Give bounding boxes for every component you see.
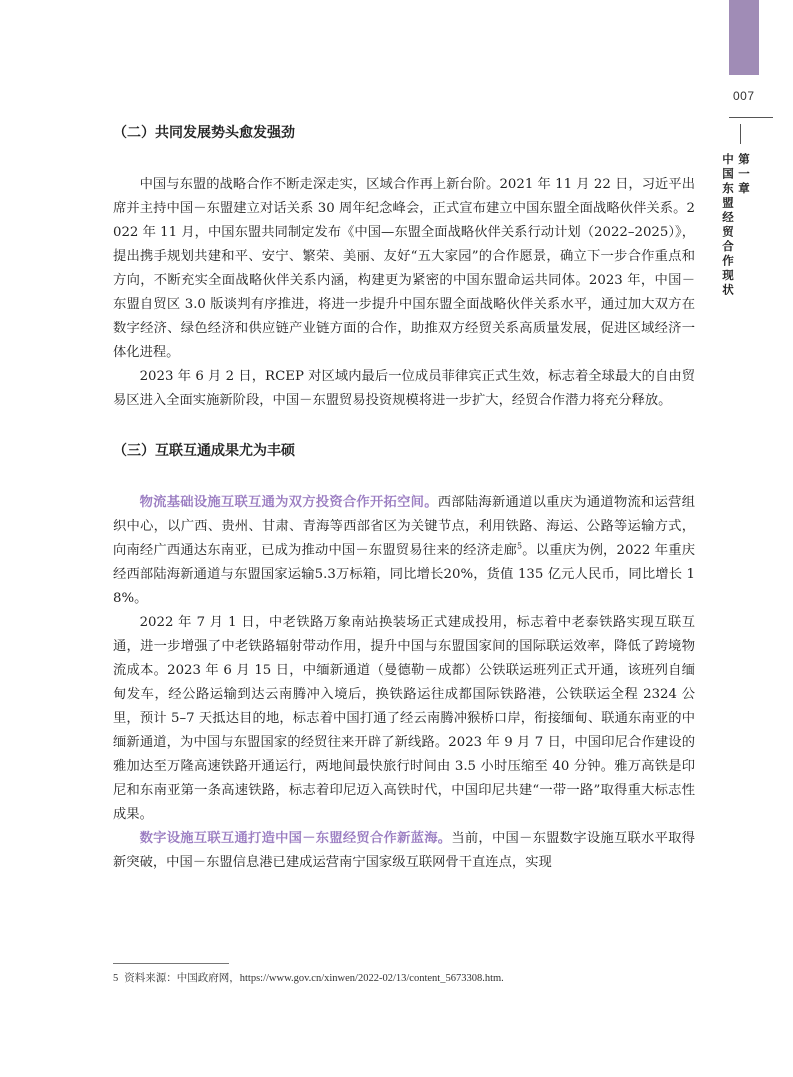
paragraph-text: 西部陆海新通道以重庆为通道物流和运营组织中心，以广西、贵州、甘肃、青海等西部省区为关键节点，利用铁路、海运、公路等运输方式，向南经广西通达东南亚，已成为推动中国－东盟贸易往来的经济走廊 (113, 495, 696, 558)
footnote-reference[interactable]: 5 (517, 541, 523, 551)
footnote-rule (113, 963, 229, 964)
paragraph-text: 当前，中国－东盟数字设施互联水平取得新突破，中国－东盟信息港已建成运营南宁国家级互联网骨干直连点，实现 (113, 831, 696, 870)
footnote (113, 971, 713, 987)
paragraph-text: 。以重庆为例，2022 年重庆经西部陆海新通道与东盟国家运输5.3万标箱，同比增长20%，货值 135 亿元人民币，同比增长 18%。 (113, 543, 695, 606)
section-heading-2: （二）共同发展势头愈发强劲 (113, 125, 295, 141)
spacer (113, 153, 695, 173)
paragraph: 中国与东盟的战略合作不断走深走实，区域合作再上新台阶。2021 年 11 月 22 日，习近平出席并主持中国－东盟建立对话关系 30 周年纪念峰会，正式宣布建立中国东盟全面战略伙伴关系。2022 年 11 月，中国东盟共同制定发布《中国—东盟全面战略伙伴关系行动计划（2022–2025）》，提出携手规划共建和平、安宁、繁荣、美丽、友好“五大家园”的合作愿景，确立下一步合作重点和方向，不断充实全面战略伙伴关系内涵，构建更为紧密的中国东盟命运共同体。2023 年，中国－东盟自贸区 3.0 版谈判有序推进，将进一步提升中国东盟全面战略伙伴关系水平，通过加大双方在数字经济、绿色经济和供应链产业链方面的合作，助推双方经贸关系高质量发展，促进区域经济一体化进程。 (113, 177, 695, 360)
section-heading-3: （三）互联互通成果尤为丰硕 (113, 443, 295, 459)
paragraph (113, 827, 695, 875)
chapter-color-tab (729, 0, 759, 75)
spacer (113, 471, 695, 491)
footnote-number: 5 (113, 973, 119, 984)
footnote-text: 资料来源：中国政府网，https://www.gov.cn/xinwen/2022-02/13/content_5673308.htm. (124, 973, 504, 984)
spacer (113, 413, 695, 431)
chapter-number: 第一章 (737, 153, 751, 197)
side-rule-vertical (740, 124, 741, 144)
paragraph: 2023 年 6 月 2 日，RCEP 对区域内最后一位成员菲律宾正式生效，标志着全球最大的自由贸易区进入全面实施新阶段，中国－东盟贸易投资规模将进一步扩大，经贸合作潜力将充分释放。 (113, 369, 695, 408)
highlight-lead: 物流基础设施互联互通为双方投资合作开拓空间。 (139, 495, 438, 510)
paragraph (113, 491, 695, 611)
main-content (113, 113, 695, 875)
side-rule-horizontal (729, 117, 773, 118)
paragraph: 2022 年 7 月 1 日，中老铁路万象南站换装场正式建成投用，标志着中老泰铁路实现互联互通，进一步增强了中老铁路辐射带动作用，提升中国与东盟国家间的国际联运效率，降低了跨境物流成本。2023 年 6 月 15 日，中缅新通道（曼德勒－成都）公铁联运班列正式开通，该班列自缅甸发车，经公路运输到达云南腾冲入境后，换铁路运往成都国际铁路港，公铁联运全程 2324 公里，预计 5–7 天抵达目的地，标志着中国打通了经云南腾冲猴桥口岸，衔接缅甸、联通东南亚的中缅新通道，为中国与东盟国家的经贸往来开辟了新线路。2023 年 9 月 7 日，中国印尼合作建设的雅加达至万隆高速铁路开通运行，两地间最快旅行时间由 3.5 小时压缩至 40 分钟。雅万高铁是印尼和东南亚第一条高速铁路，标志着印尼迈入高铁时代，中国印尼共建“一带一路”取得重大标志性成果。 (113, 615, 695, 822)
chapter-heading-vertical (721, 153, 752, 298)
chapter-title: 中国东盟经贸合作现状 (721, 153, 735, 298)
page-number: 007 (733, 89, 755, 103)
highlight-lead: 数字设施互联互通打造中国－东盟经贸合作新蓝海。 (139, 831, 452, 846)
